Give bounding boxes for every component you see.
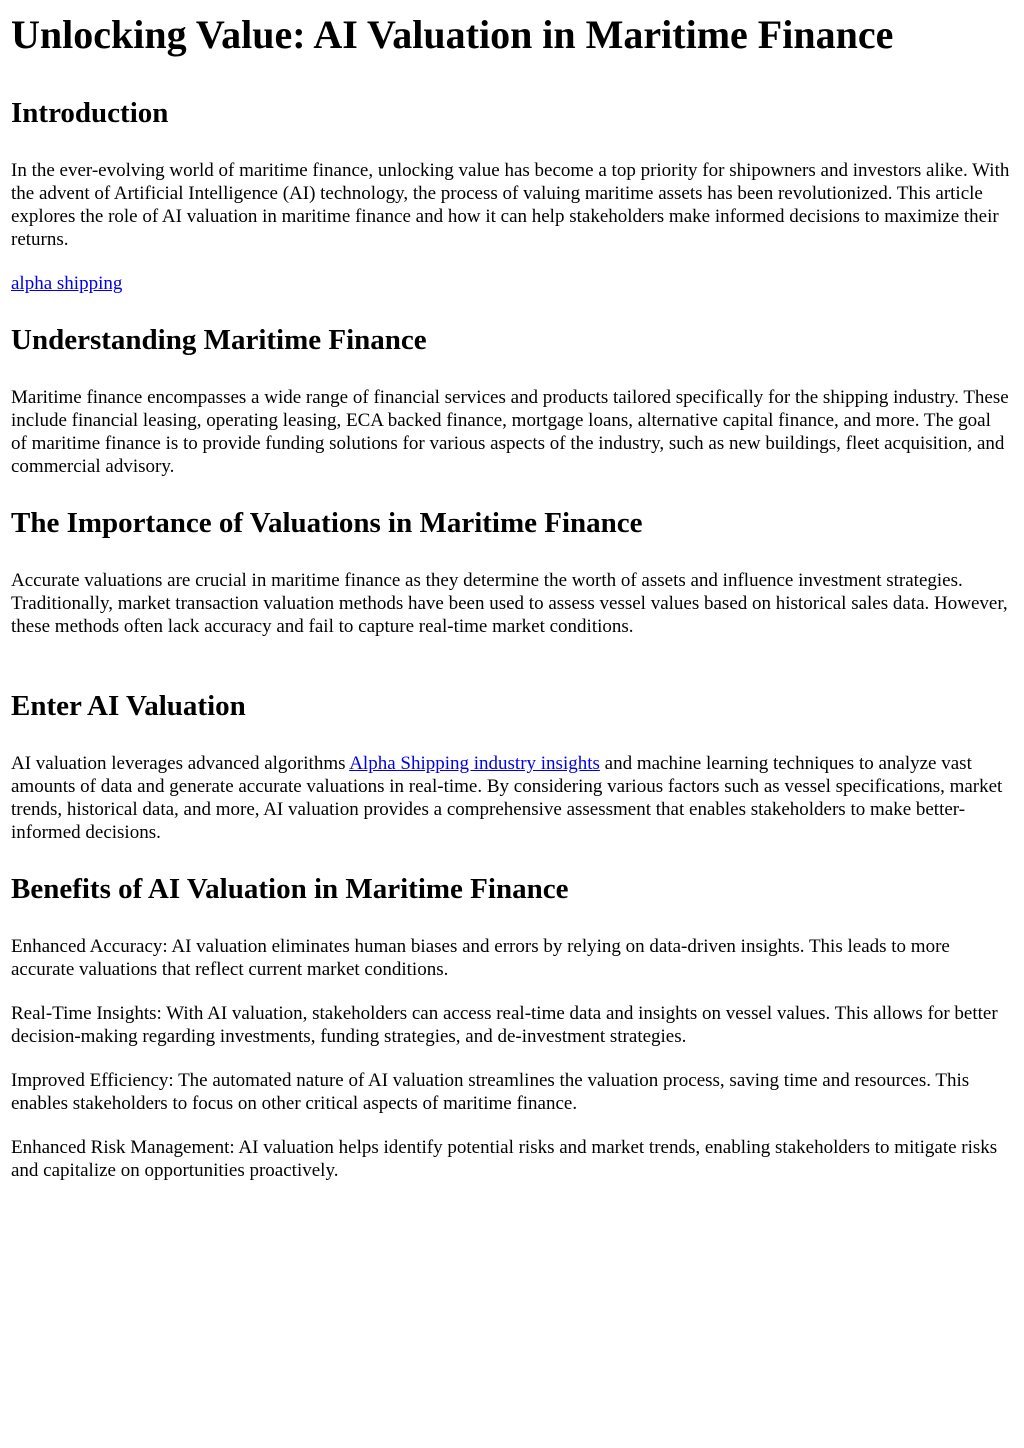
heading-importance: The Importance of Valuations in Maritime Finance xyxy=(11,507,643,539)
benefit-paragraph: Real-Time Insights: With AI valuation, stakeholders can access real-time data and insights on vessel values. This allows for better decision-making regarding investments, funding strategies, and de-investment strategies. xyxy=(11,1003,998,1047)
heading-enter-ai: Enter AI Valuation xyxy=(11,690,246,722)
page-title: Unlocking Value: AI Valuation in Maritime Finance xyxy=(11,12,894,57)
alpha-shipping-link[interactable]: alpha shipping xyxy=(11,273,123,294)
paragraph-enter-ai xyxy=(11,752,1011,844)
article xyxy=(11,0,1011,1182)
heading-introduction: Introduction xyxy=(11,97,169,129)
heading-understanding: Understanding Maritime Finance xyxy=(11,324,427,356)
benefit-paragraph: Enhanced Accuracy: AI valuation eliminates human biases and errors by relying on data-driven insights. This leads to more accurate valuations that reflect current market conditions. xyxy=(11,936,950,980)
benefit-paragraph: Enhanced Risk Management: AI valuation helps identify potential risks and market trends, enabling stakeholders to mitigate risks and capitalize on opportunities proactively. xyxy=(11,1137,998,1181)
benefit-paragraph: Improved Efficiency: The automated nature of AI valuation streamlines the valuation process, saving time and resources. This enables stakeholders to focus on other critical aspects of maritime finance. xyxy=(11,1070,970,1114)
paragraph-introduction: In the ever-evolving world of maritime finance, unlocking value has become a top priority for shipowners and investors alike. With the advent of Artificial Intelligence (AI) technology, the process of valuing maritime assets has been revolutionized. This article explores the role of AI valuation in maritime finance and how it can help stakeholders make informed decisions to maximize their returns. xyxy=(11,160,1010,250)
paragraph-importance: Accurate valuations are crucial in maritime finance as they determine the worth of assets and influence investment strategies. Traditionally, market transaction valuation methods have been used to assess vessel values based on historical sales data. However, these methods often lack accuracy and fail to capture real-time market conditions. xyxy=(11,570,1008,637)
alpha-shipping-insights-link[interactable]: Alpha Shipping industry insights xyxy=(349,753,600,774)
paragraph-enter-ai-end: and machine learning techniques to analyze vast amounts of data and generate accurate valuations in real-time. By considering various factors such as vessel specifications, market trends, historical data, and more, AI valuation provides a comprehensive assessment that enables stakeholders to make better-informed decisions. xyxy=(11,753,1003,843)
paragraph-understanding: Maritime finance encompasses a wide range of financial services and products tailored specifically for the shipping industry. These include financial leasing, operating leasing, ECA backed finance, mortgage loans, alternative capital finance, and more. The goal of maritime finance is to provide funding solutions for various aspects of the industry, such as new buildings, fleet acquisition, and commercial advisory. xyxy=(11,387,1009,477)
paragraph-enter-ai-start: AI valuation leverages advanced algorithms xyxy=(11,753,350,774)
heading-benefits: Benefits of AI Valuation in Maritime Finance xyxy=(11,873,569,905)
link-paragraph xyxy=(11,272,1011,295)
